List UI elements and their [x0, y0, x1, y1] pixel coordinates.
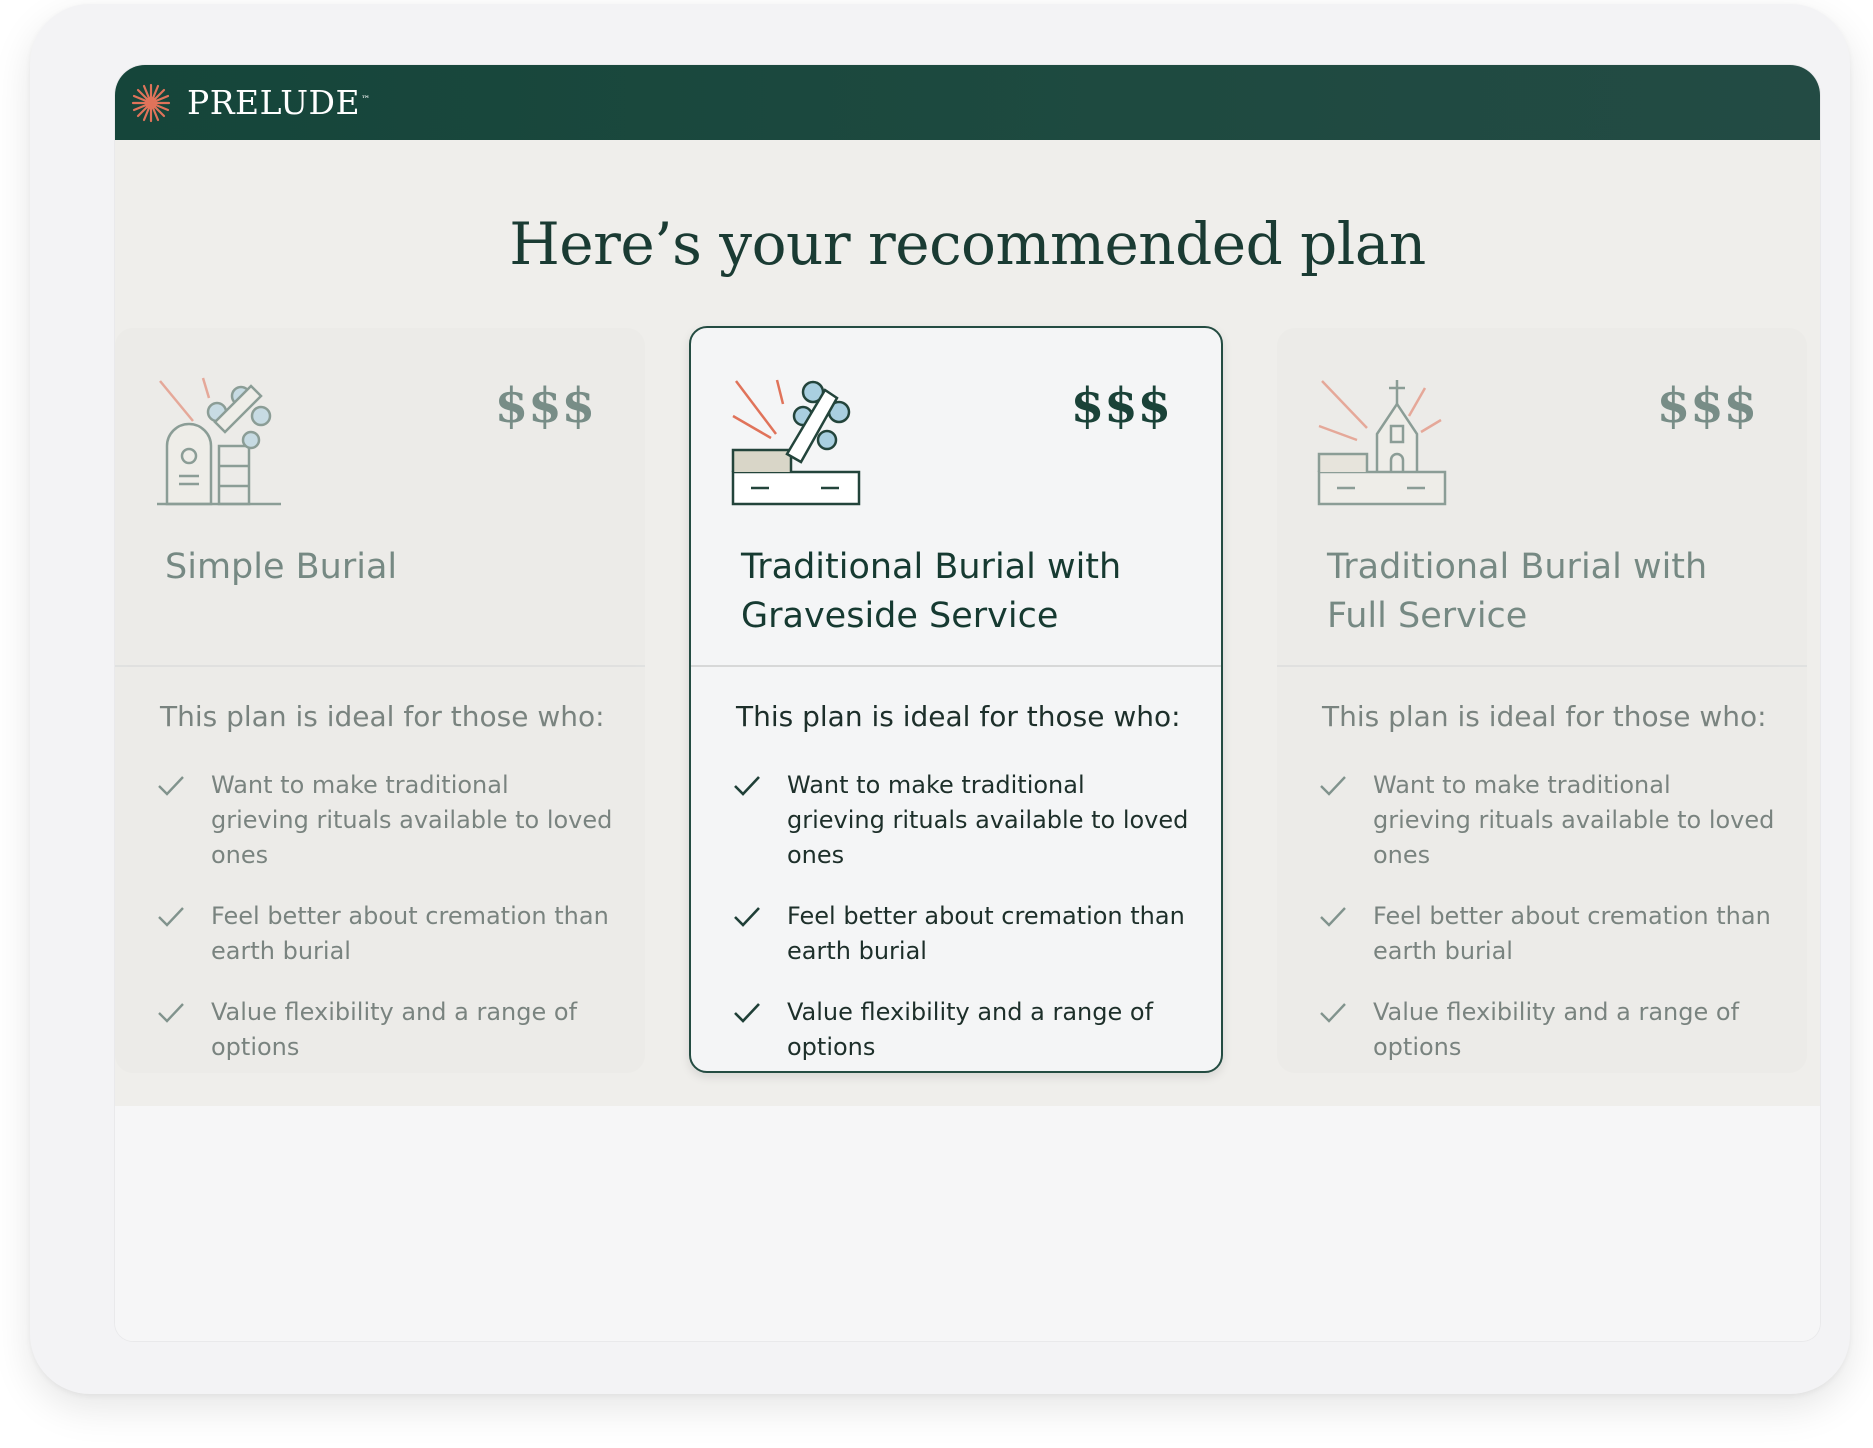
card-divider: [691, 665, 1221, 667]
plan-name: Simple Burial: [165, 547, 398, 587]
casket-chapel-icon: [1317, 376, 1447, 506]
plan-name: Traditional Burial with Graveside Service: [741, 547, 1122, 636]
benefits-list: [153, 768, 613, 1091]
checkmark-icon: [153, 768, 189, 804]
benefit-item: Feel better about cremation than earth burial: [153, 899, 613, 969]
price-indicator: $$$: [494, 378, 595, 434]
ideal-for-title: This plan is ideal for those who:: [1322, 700, 1767, 733]
benefits-list: [1315, 768, 1775, 1091]
checkmark-icon: [729, 768, 765, 804]
ideal-for-title: This plan is ideal for those who:: [160, 700, 605, 733]
tablet-frame: [30, 4, 1850, 1394]
benefit-item: Want to make traditional grieving rituals available to loved ones: [729, 768, 1189, 873]
plan-card-simple-burial[interactable]: [115, 328, 645, 1073]
card-divider: [1277, 665, 1807, 667]
checkmark-icon: [729, 995, 765, 1031]
plan-card-graveside-service[interactable]: [689, 326, 1223, 1073]
price-indicator: $$$: [1070, 378, 1171, 434]
ideal-for-title: This plan is ideal for those who:: [736, 700, 1181, 733]
checkmark-icon: [1315, 995, 1351, 1031]
benefit-item: Value flexibility and a range of options: [153, 995, 613, 1065]
checkmark-icon: [1315, 768, 1351, 804]
checkmark-icon: [729, 899, 765, 935]
benefit-item: Feel better about cremation than earth burial: [729, 899, 1189, 969]
benefit-item: Value flexibility and a range of options: [1315, 995, 1775, 1065]
brand-logo-text[interactable]: PRELUDE™: [187, 83, 371, 122]
app-screen: [115, 65, 1820, 1341]
top-nav-bar: [115, 65, 1820, 140]
checkmark-icon: [153, 899, 189, 935]
page-title: Here’s your recommended plan: [509, 210, 1426, 278]
recommendation-section: [115, 140, 1820, 1106]
plan-card-full-service[interactable]: [1277, 328, 1807, 1073]
benefits-list: [729, 768, 1189, 1091]
benefit-item: Value flexibility and a range of options: [729, 995, 1189, 1065]
card-divider: [115, 665, 645, 667]
plan-name: Traditional Burial with Full Service: [1327, 547, 1708, 636]
checkmark-icon: [1315, 899, 1351, 935]
empty-bottom-area: [115, 1106, 1820, 1341]
casket-flowers-icon: [731, 376, 861, 506]
benefit-item: Want to make traditional grieving rituals available to loved ones: [1315, 768, 1775, 873]
headstone-flowers-icon: [155, 376, 285, 506]
sunburst-logo-icon[interactable]: [129, 81, 173, 125]
price-indicator: $$$: [1656, 378, 1757, 434]
checkmark-icon: [153, 995, 189, 1031]
benefit-item: Want to make traditional grieving rituals available to loved ones: [153, 768, 613, 873]
benefit-item: Feel better about cremation than earth burial: [1315, 899, 1775, 969]
